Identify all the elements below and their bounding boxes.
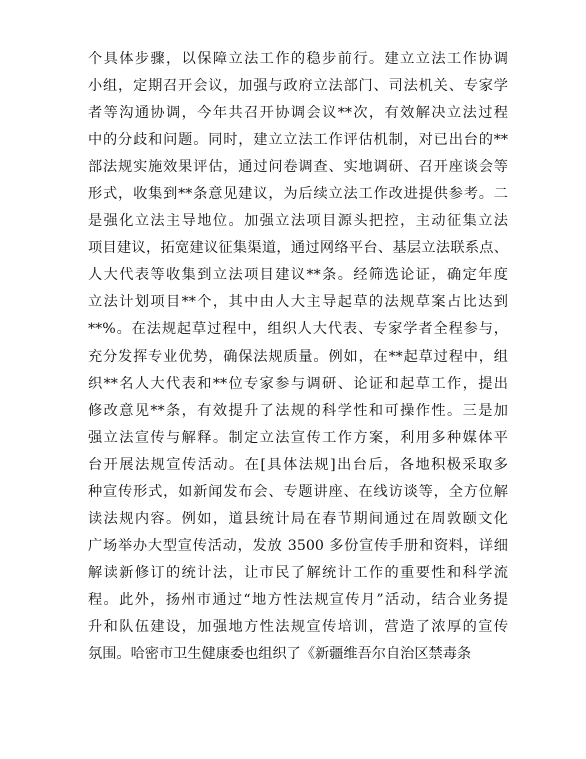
body-text bbox=[88, 46, 508, 668]
text-line: 形式，收集到**条意见建议，为后续立法工作改进提供参考。二 bbox=[88, 186, 508, 203]
text-line: 织**名人大代表和**位专家参与调研、论证和起草工作，提出 bbox=[88, 375, 508, 392]
text-line: 解读新修订的统计法，让市民了解统计工作的重要性和科学流 bbox=[88, 564, 508, 581]
text-line: 是强化立法主导地位。加强立法项目源头把控，主动征集立法 bbox=[88, 213, 508, 230]
text-line: 程。此外，扬州市通过“地方性法规宣传月”活动，结合业务提 bbox=[88, 591, 508, 608]
text-line: 个具体步骤，以保障立法工作的稳步前行。建立立法工作协调 bbox=[88, 51, 508, 67]
text-line: 立法计划项目**个，其中由人大主导起草的法规草案占比达到 bbox=[88, 294, 508, 311]
text-line: 中的分歧和问题。同时，建立立法工作评估机制，对已出台的** bbox=[88, 132, 508, 149]
text-line: 者等沟通协调，今年共召开协调会议**次，有效解决立法过程 bbox=[88, 105, 508, 122]
text-line: 修改意见**条，有效提升了法规的科学性和可操作性。三是加 bbox=[88, 402, 508, 419]
text-line: 种宣传形式，如新闻发布会、专题讲座、在线访谈等，全方位解 bbox=[88, 483, 508, 500]
text-line: **%。在法规起草过程中，组织人大代表、专家学者全程参与， bbox=[88, 321, 508, 338]
text-line: 强立法宣传与解释。制定立法宣传工作方案，利用多种媒体平 bbox=[88, 429, 508, 446]
text-line: 台开展法规宣传活动。在[具体法规]出台后，各地积极采取多 bbox=[88, 456, 508, 473]
text-line: 项目建议，拓宽建议征集渠道，通过网络平台、基层立法联系点、 bbox=[88, 240, 508, 257]
text-line: 读法规内容。例如，道县统计局在春节期间通过在周敦颐文化 bbox=[88, 510, 508, 527]
text-line: 氛围。哈密市卫生健康委也组织了《新疆维吾尔自治区禁毒条 bbox=[88, 646, 472, 663]
text-line: 人大代表等收集到立法项目建议**条。经筛选论证，确定年度 bbox=[88, 267, 508, 284]
text-line: 广场举办大型宣传活动，发放 3500 多份宣传手册和资料，详细 bbox=[88, 537, 508, 554]
text-line: 充分发挥专业优势，确保法规质量。例如，在**起草过程中，组 bbox=[88, 348, 508, 365]
text-line: 小组，定期召开会议，加强与政府立法部门、司法机关、专家学 bbox=[88, 78, 508, 95]
text-line: 部法规实施效果评估，通过问卷调查、实地调研、召开座谈会等 bbox=[88, 159, 508, 176]
text-line: 升和队伍建设，加强地方性法规宣传培训，营造了浓厚的宣传 bbox=[88, 618, 508, 635]
